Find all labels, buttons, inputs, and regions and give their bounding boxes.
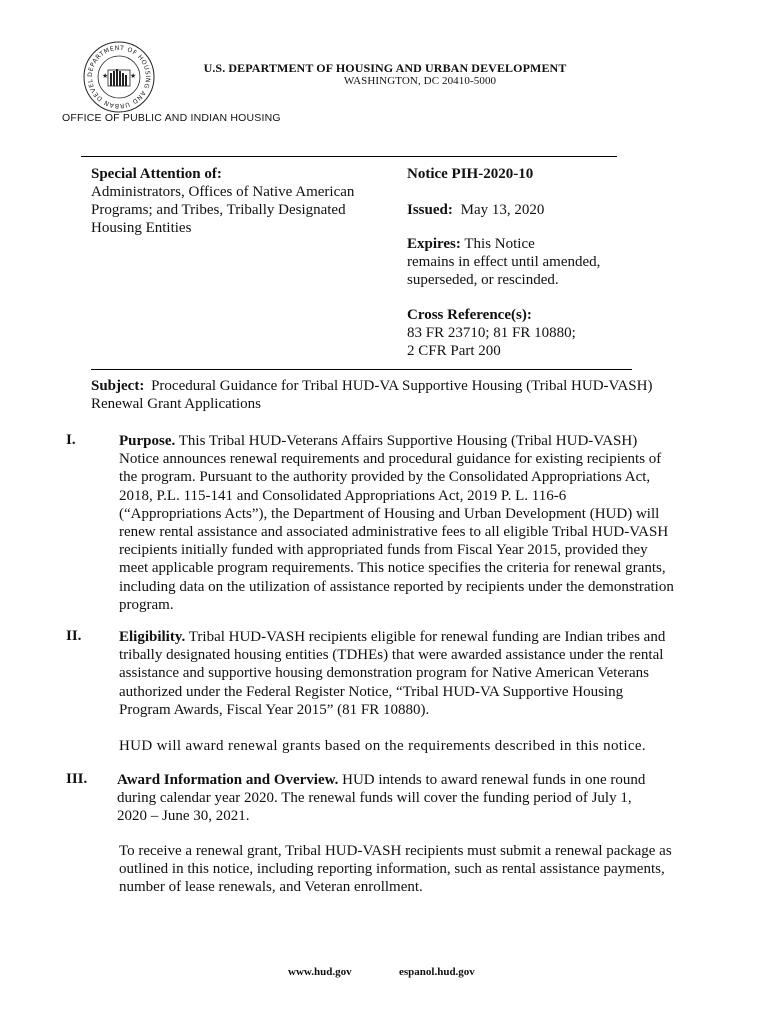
section-title: Purpose. (119, 433, 176, 449)
attention-block (91, 165, 354, 237)
section-line: meet applicable program requirements. This notice specifies the criteria for renewal grants, (119, 560, 666, 577)
section-line: 2020 – June 30, 2021. (117, 808, 250, 825)
section-line: the program. Pursuant to the authority provided by the Consolidated Appropriations Act, (119, 469, 651, 486)
section-line: Program Awards, Fiscal Year 2015” (81 FR 10880). (119, 701, 430, 718)
section-line: tribally designated housing entities (TDHEs) that were awarded assistance under the rental (119, 647, 664, 664)
section-line: HUD intends to award renewal funds in one round (342, 772, 646, 788)
expires-label: Expires: (407, 236, 461, 252)
top-divider (81, 156, 617, 157)
section-eligibility (119, 628, 759, 755)
issued-label: Issued: (407, 202, 453, 218)
section-line: This Tribal HUD-Veterans Affairs Supportive Housing (Tribal HUD-VASH) (178, 433, 638, 449)
section-line: authorized under the Federal Register Notice, “Tribal HUD-VA Supportive Housing (119, 683, 624, 700)
crossref-line: 83 FR 23710; 81 FR 10880; (407, 325, 576, 341)
section-line: during calendar year 2020. The renewal funds will cover the funding period of July 1, (117, 790, 632, 807)
section-line: 2018, P.L. 115-141 and Consolidated Appropriations Act, 2019 P. L. 116-6 (119, 487, 567, 504)
section-line: recipients initially funded with appropriated funds from Fiscal Year 2015, provided they (119, 542, 648, 559)
office-name: OFFICE OF PUBLIC AND INDIAN HOUSING (62, 112, 281, 124)
expires-text: superseded, or rescinded. (407, 272, 559, 288)
section-line: renew rental assistance and associated administrative fees to all eligible Tribal HUD-VASH (119, 524, 669, 541)
section-line: assistance and supportive housing demonstration program for Native American Veterans (119, 665, 650, 682)
section-title: Award Information and Overview. (117, 772, 339, 788)
subject-line: Renewal Grant Applications (91, 396, 261, 412)
section-purpose (119, 432, 759, 614)
notice-number: Notice PIH-2020-10 (407, 166, 534, 182)
section-number: III. (66, 771, 88, 787)
department-name: U.S. DEPARTMENT OF HOUSING AND URBAN DEVELOPMENT (203, 61, 567, 75)
footer-link-espanol[interactable]: espanol.hud.gov (399, 966, 475, 978)
issued-date: May 13, 2020 (460, 202, 545, 218)
svg-text:★: ★ (130, 72, 137, 80)
section-award-extra (119, 842, 759, 897)
subject-line: Procedural Guidance for Tribal HUD-VA Supportive Housing (Tribal HUD-VASH) (151, 378, 653, 394)
subject-block (91, 377, 731, 413)
expires-text: remains in effect until amended, (407, 254, 601, 270)
section-line: program. (119, 596, 174, 613)
section-line: Notice announces renewal requirements and procedural guidance for existing recipients of (119, 451, 662, 468)
section-line: Tribal HUD-VASH recipients eligible for renewal funding are Indian tribes and (188, 629, 666, 645)
section-extra: HUD will award renewal grants based on the requirements described in this notice. (119, 738, 646, 755)
section-number: II. (66, 628, 82, 644)
attention-line: Housing Entities (91, 220, 192, 236)
crossref-line: 2 CFR Part 200 (407, 343, 501, 359)
subject-label: Subject: (91, 378, 145, 394)
section-line: including data on the utilization of assistance reported by recipients under the demonstration (119, 578, 674, 595)
crossref-label: Cross Reference(s): (407, 307, 532, 323)
footer-link-hud[interactable]: www.hud.gov (288, 966, 352, 978)
section-title: Eligibility. (119, 629, 186, 645)
notice-block (407, 165, 637, 360)
section-award (117, 771, 757, 826)
section-line: To receive a renewal grant, Tribal HUD-VASH recipients must submit a renewal package as (119, 843, 672, 859)
attention-line: Administrators, Offices of Native American (91, 184, 355, 200)
subject-divider (91, 369, 632, 370)
svg-text:★: ★ (102, 72, 109, 80)
section-number: I. (66, 432, 76, 448)
department-address: WASHINGTON, DC 20410-5000 (343, 75, 497, 87)
attention-line: Programs; and Tribes, Tribally Designated (91, 202, 346, 218)
expires-text: This Notice (464, 236, 535, 252)
attention-label: Special Attention of: (91, 166, 222, 182)
section-line: outlined in this notice, including reporting information, such as rental assistance payments, (119, 861, 665, 878)
seal-text: DEPARTMENT OF HOUSING AND URBAN DEVEL (86, 44, 152, 110)
section-line: number of lease renewals, and Veteran enrollment. (119, 879, 423, 896)
section-line: (“Appropriations Acts”), the Department of Housing and Urban Development (HUD) will (119, 505, 660, 522)
